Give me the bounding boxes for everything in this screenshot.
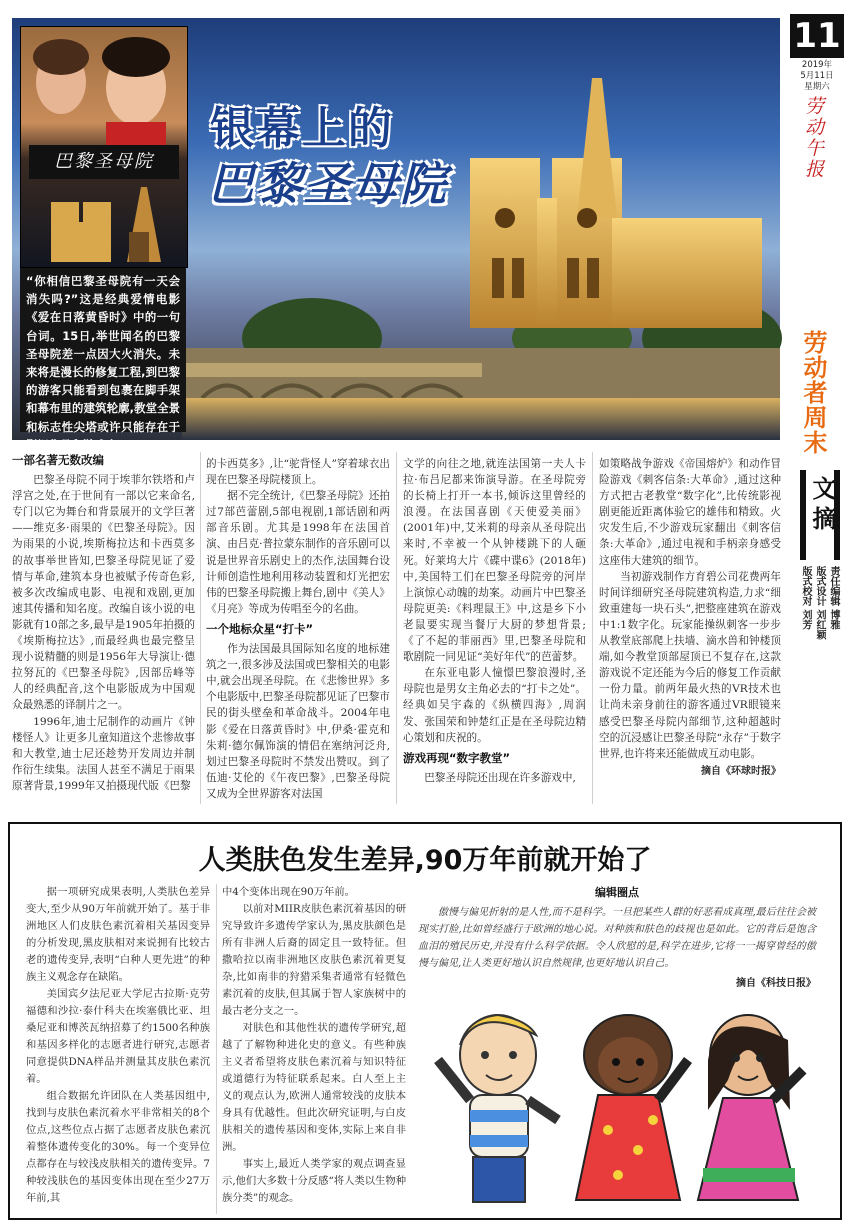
- column-divider: [592, 452, 593, 804]
- page-date: [790, 60, 844, 93]
- hero-lead-text: “你相信巴黎圣母院有一天会消失吗?”这是经典爱情电影《爱在日落黄昏时》中的一句台词。15日,举世闻名的巴黎圣母院差一点因大火消失。未来将是漫长的修复工程,到巴黎的游客只能看到包裹在脚手架和幕布里的建筑轮廓,教堂全景和标志性尖塔或许只能存在于影视作品和游戏中……: [20, 268, 186, 432]
- paragraph: 事实上,最近人类学家的观点调查显示,他们大多数十分反感“将人类以生物种族分类”的观念。: [222, 1158, 406, 1204]
- editor-comment-title: 编辑圈点: [595, 886, 639, 899]
- date-weekday: 星期六: [804, 82, 830, 92]
- children-illustration: [418, 1000, 818, 1214]
- column-divider: [216, 884, 217, 1214]
- hero-title-line2: 巴黎圣母院: [208, 157, 448, 211]
- paragraph: 在东亚电影人憧憬巴黎浪漫时,圣母院也是男女主角必去的“打卡之处”。经典如吴宇森的《纵横四海》,周润发、张国荣和钟楚红正是在圣母院边精心策划和庆祝的。: [403, 667, 586, 744]
- subheading: 一部名著无数改编: [12, 453, 104, 467]
- child-dark-hair-girl-figure: [698, 1015, 803, 1200]
- paragraph: 中4个变体出现在90万年前。: [222, 886, 355, 898]
- paragraph: 1996年,迪士尼制作的动画片《钟楼怪人》让更多儿童知道这个悲惨故事和大教堂,迪士尼还趁势开发周边并制作衍生续集。法国人甚至不满足于雨果原著背景,1999年又拍摄现代版《巴黎: [12, 715, 195, 792]
- paragraph: 的卡西莫多》,让“驼背怪人”穿着球衣出现在巴黎圣母院楼顶上。: [206, 458, 390, 487]
- inset-caption: 巴黎圣母院: [29, 145, 179, 179]
- paper-masthead-logo: 劳动午报: [802, 96, 824, 180]
- article1-column-1: [12, 448, 195, 794]
- inset-movie-poster: [20, 26, 188, 268]
- paragraph: 如策略战争游戏《帝国熔炉》和动作冒险游戏《刺客信条:大革命》,通过这种方式把古老教堂“数字化”,比传统影视剧更能近距离体验它的雄伟和精致。火灾发生后,不少游戏玩家翻出《刺客信条:大革命》,通过电视和手柄亲身感受这座伟大建筑的细节。: [599, 458, 781, 567]
- credit-designer: 版式设计 刘红颖: [814, 566, 825, 640]
- paragraph: 据不完全统计,《巴黎圣母院》还拍过7部芭蕾剧,5部电视剧,1部话剧和两部音乐剧。尤其是1998年在法国首演、由吕克·普拉蒙东制作的音乐剧可以说是世界音乐剧史上的杰作,法国舞台设计师创造性地利用移动装置和灯光把宏伟的巴黎圣母院搬上舞台,剧中《美人》《月亮》等成为传唱至今的名曲。: [206, 490, 390, 615]
- credit-editor: 责任编辑 博雅: [828, 566, 839, 630]
- paragraph: 以前对MIIR皮肤色素沉着基因的研究导致许多遗传学家认为,黑皮肤颜色是所有非洲人后裔的固定且一致特征。但撒哈拉以南非洲地区皮肤色素沉着更复杂,比如南非的狩猎采集者通常有轻微色素沉着的皮肤,但其属于智人家族树中的最古老分支之一。: [222, 903, 406, 1017]
- date-day: 5月11日: [800, 71, 834, 81]
- subsection-name: 文摘: [808, 476, 836, 536]
- article2-column-1: [26, 884, 210, 1207]
- article2-column-2: [222, 884, 406, 1207]
- paragraph: 组合数据允许团队在人类基因组中,找到与皮肤色素沉着水平非常相关的8个位点,这些位点占据了志愿者皮肤色素沉着整体遗传变化的30%。每一个变异位点都存在与较浅皮肤相关的遗传变异。7种较浅肤色的基因变体出现在至少27万年前,其: [26, 1090, 210, 1204]
- paragraph: 巴黎圣母院不同于埃菲尔铁塔和卢浮宫之处,在于世间有一部以它来命名,专门以它为舞台和背景展开的文学巨著——维克多·雨果的《巴黎圣母院》。因为雨果的小说,埃斯梅拉达和卡西莫多的故事举世皆知,巴黎圣母院见证了爱情与革命,建筑本身也被赋予传奇色彩,被多次改编成电影、电视和戏剧,更加速其传播和知名度。改编自该小说的电影就有10部之多,最早是1905年拍摄的《埃斯梅拉达》,而最经典也最完整呈现小说精髓的则是1956年大导演让·德拉努瓦的《巴黎圣母院》,因部岳峰等人的经典配音,这个电影版成为中国观众最熟悉的译制片之一。: [12, 474, 195, 712]
- paragraph: 作为法国最具国际知名度的地标建筑之一,很多涉及法国或巴黎相关的电影中,就会出现圣母院。在《悲惨世界》多个电影版中,巴黎圣母院都见证了巴黎市民的街头壁垒和革命战斗。2004年电影《爱在日落黄昏时》中,伊桑·霍克和朱莉·德尔佩饰演的情侣在塞纳河泛舟,划过巴黎圣母院时不禁发出赞叹。到了伍迪·艾伦的《午夜巴黎》,巴黎圣母院又成为全世界游客对法国: [206, 643, 390, 800]
- inset-cathedral-night-illustration: [21, 182, 187, 267]
- editor-comment-box: [418, 884, 816, 989]
- column-divider: [396, 452, 397, 804]
- credit-checker: 版式校对 刘芳: [800, 566, 811, 630]
- hero-title-line1: 银幕上的: [210, 103, 394, 154]
- paragraph: 美国宾夕法尼亚大学尼古拉斯·克劳福德和沙拉·泰什科夫在埃塞俄比亚、坦桑尼亚和博茨瓦纳招募了约1500名种族和基因多样化的志愿者进行研究,志愿者同意提供DNA样品并测量其皮肤色素沉着。: [26, 988, 210, 1085]
- child-blonde-boy-figure: [438, 1015, 558, 1202]
- column-divider: [200, 452, 201, 804]
- paragraph: 巴黎圣母院还出现在许多游戏中,: [424, 771, 576, 784]
- paragraph: 文学的向往之地,就连法国第一夫人卡拉·布吕尼都来饰演导游。在圣母院旁的长椅上打开一本书,倾诉这里曾经的浪漫。在法国喜剧《天使爱美丽》(2001年)中,艾米莉的母亲从圣母院出来时,不幸被一个从钟楼跳下的人砸死。好莱坞大片《碟中谍6》(2018年)中,美国特工们在巴黎圣母院旁的河岸上演惊心动魄的劫案。动画片中巴黎圣母院更美:《料理鼠王》中,这是乡下小老鼠要实现当餐厅大厨的梦想背景;《了不起的菲丽西》里,巴黎圣母院和歌剧院一同见证“美好年代”的芭蕾梦。: [403, 458, 586, 664]
- date-year: 2019年: [801, 60, 833, 70]
- subheading: 一个地标众星“打卡”: [206, 621, 314, 636]
- article1-column-4: [599, 456, 781, 780]
- film-stills-illustration: [21, 27, 187, 157]
- section-name: 劳动者周末: [799, 330, 827, 455]
- paragraph: 当初游戏制作方育碧公司花费两年时间详细研究圣母院建筑构造,力求“细致重建每一块石头”,把整座建筑在游戏中1:1数字化。玩家能操纵刺客一步步从教堂底部爬上扶墙、滴水兽和钟楼顶端,如今教堂顶部屋顶已不复存在,这款游戏说不定还能为今后的修复工作贡献一份力量。前两年最火热的VR技术也让尚未亲身前往的游客通过VR眼镜来感受巴黎圣母院内部细节,这种超越时空的沉浸感让巴黎圣母院“永存”于数字世界,也许将来还能做成互动电影。: [599, 570, 781, 760]
- page-number: 11: [790, 14, 844, 58]
- subheading: 游戏再现“数字教堂”: [403, 750, 511, 765]
- paragraph: 对肤色和其他性状的遗传学研究,超越了了解物种进化史的意义。有些种族主义者希望将皮肤色素沉着与知识特征或道德行为特征联系起来。白人至上主义的观点认为,欧洲人通常较浅的皮肤本身具有优越性。但此次研究证明,与白皮肤相关的遗传基因和变体,实际上来自非洲。: [222, 1022, 406, 1153]
- paragraph: 据一项研究成果表明,人类肤色差异变大,至少从90万年前就开始了。基于非洲地区人们皮肤色素沉着相关基因变异的分析发现,黑皮肤相对来说拥有比较古老的遗传变异,表明“白种人更先进”的种族主义观念存在缺陷。: [26, 886, 210, 983]
- article2-source: 摘自《科技日报》: [736, 978, 816, 989]
- editor-comment-text: 傲慢与偏见折射的是人性,而不是科学。一旦把某些人群的好恶看成真理,最后往往会被现实打脸,比如曾经盛行于欧洲的地心说。对种族和肤色的歧视也是如此。它的背后是饱含血泪的殖民历史,并没有什么科学依据。令人欣慰的是,科学在进步,它将一一揭穿曾经的傲慢与偏见,让人类更好地认识自然规律,也更好地认识自己。: [418, 907, 816, 969]
- article1-column-3: [403, 456, 586, 786]
- hero-photo-notre-dame: [12, 18, 780, 452]
- article2-title: 人类肤色发生差异,90万年前就开始了: [30, 838, 820, 877]
- article1-source: 摘自《环球时报》: [701, 765, 781, 777]
- article1-column-2: [206, 456, 390, 802]
- child-dark-skin-girl-figure: [576, 1015, 688, 1200]
